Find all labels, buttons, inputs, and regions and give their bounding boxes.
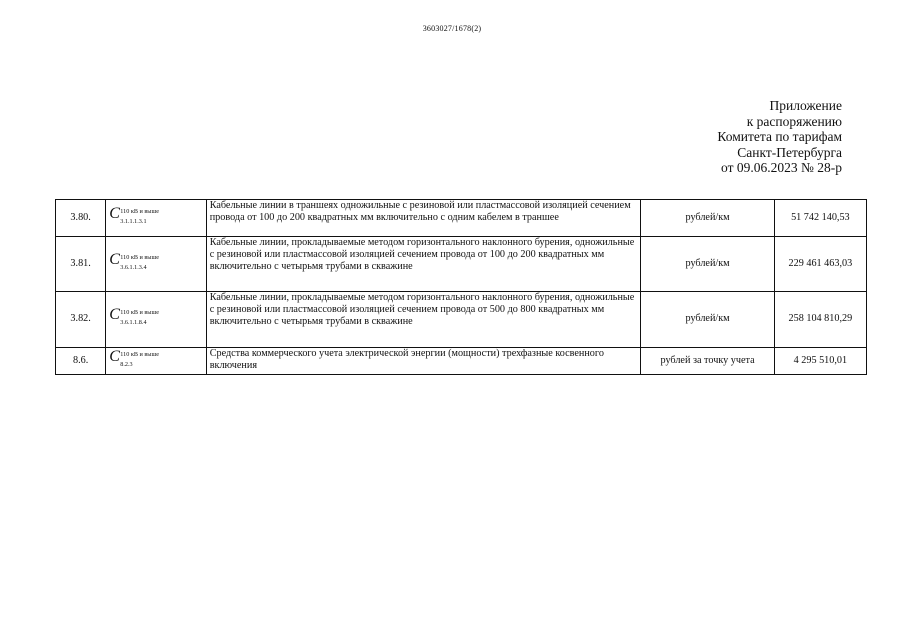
- row-description: Кабельные линии, прокладываемые методом горизонтального наклонного бурения, одножильные с резиновой или пластмассовой изоляцией сечением провода от 100 до 200 квадратных мм включительно с четырьмя трубами в скважине: [206, 237, 641, 292]
- row-description: Средства коммерческого учета электрической энергии (мощности) трехфазные косвенного включения: [206, 348, 641, 375]
- tariff-table: [55, 199, 867, 375]
- row-value: 51 742 140,53: [774, 200, 866, 237]
- table-row: [56, 237, 867, 292]
- rate-symbol: C 110 кВ и выше 3.6.1.1.3.4: [106, 237, 206, 292]
- appendix-header: [717, 98, 842, 176]
- row-description: Кабельные линии в траншеях одножильные с резиновой или пластмассовой изоляцией сечением провода от 100 до 200 квадратных мм включительно с одним кабелем в траншее: [206, 200, 641, 237]
- row-description: Кабельные линии, прокладываемые методом горизонтального наклонного бурения, одножильные с резиновой или пластмассовой изоляцией сечением провода от 500 до 800 квадратных мм включительно с четырьмя трубами в скважине: [206, 292, 641, 348]
- table-row: [56, 292, 867, 348]
- row-number: 3.80.: [56, 200, 106, 237]
- row-value: 4 295 510,01: [774, 348, 866, 375]
- appendix-line: Санкт-Петербурга: [737, 144, 842, 160]
- row-unit: рублей за точку учета: [641, 348, 774, 375]
- row-number: 3.82.: [56, 292, 106, 348]
- rate-symbol: C 110 кВ и выше 3.1.1.1.3.1: [106, 200, 206, 237]
- row-value: 258 104 810,29: [774, 292, 866, 348]
- row-unit: рублей/км: [641, 237, 774, 292]
- table-row: [56, 200, 867, 237]
- row-unit: рублей/км: [641, 200, 774, 237]
- appendix-line: Приложение: [769, 98, 842, 113]
- row-number: 8.6.: [56, 348, 106, 375]
- table-row: [56, 348, 867, 375]
- appendix-line: от 09.06.2023 № 28-р: [721, 160, 842, 175]
- document-number: 3603027/1678(2): [422, 24, 482, 33]
- rate-symbol: C 110 кВ и выше 3.6.1.1.8.4: [106, 292, 206, 348]
- appendix-line: Комитета по тарифам: [717, 129, 842, 144]
- row-unit: рублей/км: [641, 292, 774, 348]
- row-value: 229 461 463,03: [774, 237, 866, 292]
- rate-symbol: C 110 кВ и выше 8.2.3: [106, 348, 206, 375]
- appendix-line: к распоряжению: [746, 113, 842, 129]
- row-number: 3.81.: [56, 237, 106, 292]
